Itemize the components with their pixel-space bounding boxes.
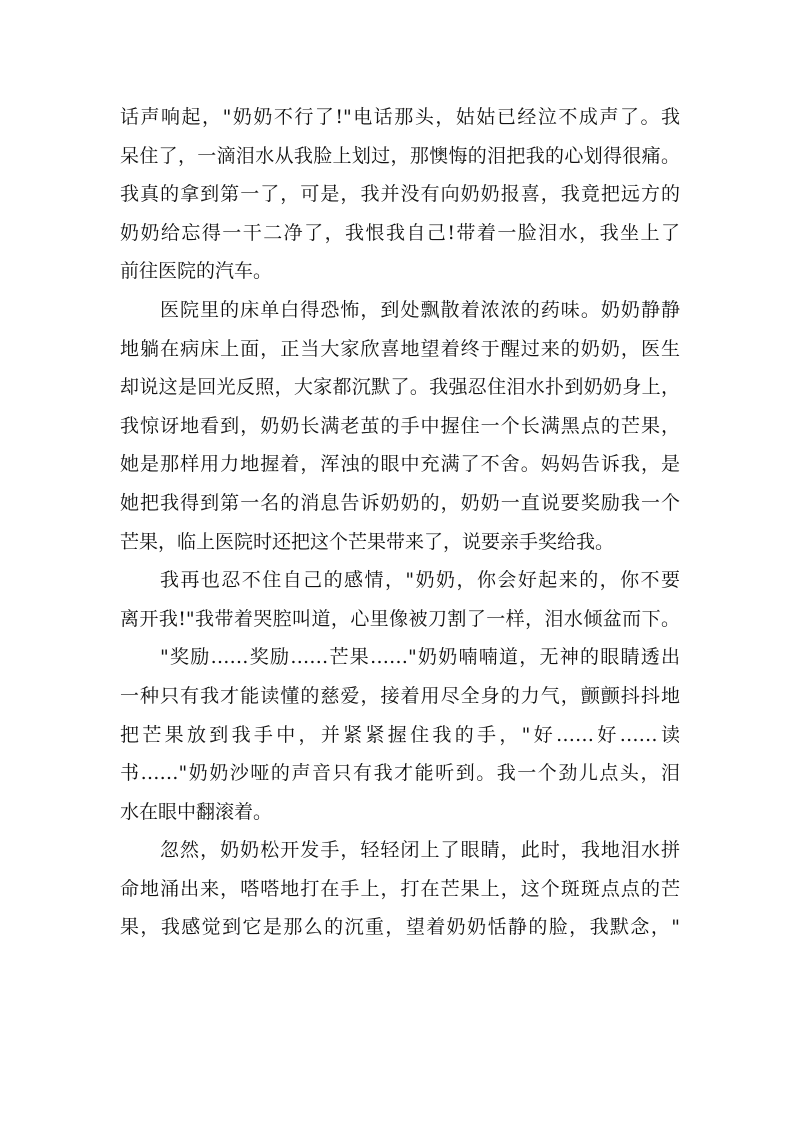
text-line: 话声响起，"奶奶不行了!"电话那头，姑姑已经泣不成声了。我: [120, 106, 680, 128]
text-line: 呆住了，一滴泪水从我脸上划过，那懊悔的泪把我的心划得很痛。: [120, 144, 680, 167]
paragraph-farewell: [120, 831, 680, 947]
text-line: 果，我感觉到它是那么的沉重，望着奶奶恬静的脸，我默念，": [120, 916, 680, 939]
text-line: 把芒果放到我手中，并紧紧握住我的手，"好……好……读: [120, 723, 680, 746]
text-line: "奖励……奖励……芒果……"奶奶喃喃道，无神的眼睛透出: [160, 646, 680, 669]
text-line: 地躺在病床上面，正当大家欣喜地望着终于醒过来的奶奶，医生: [120, 337, 680, 360]
paragraph-crying: [120, 561, 680, 638]
paragraph-mango-reward: [120, 638, 680, 831]
text-line: 芒果，临上医院时还把这个芒果带来了，说要亲手奖给我。: [120, 530, 615, 553]
text-line: 却说这是回光反照，大家都沉默了。我强忍住泪水扑到奶奶身上，: [120, 376, 680, 399]
body-text: [120, 98, 680, 947]
paragraph-hospital: [120, 291, 680, 561]
text-line: 前往医院的汽车。: [120, 260, 273, 283]
text-line: 忽然，奶奶松开发手，轻轻闭上了眼睛，此时，我地泪水拼: [160, 839, 680, 862]
text-line: 命地涌出来，嗒嗒地打在手上，打在芒果上，这个斑斑点点的芒: [120, 877, 680, 900]
text-line: 医院里的床单白得恐怖，到处飘散着浓浓的药味。奶奶静静: [160, 298, 680, 321]
text-line: 奶奶给忘得一干二净了，我恨我自己!带着一脸泪水，我坐上了: [120, 221, 680, 244]
paragraph-phone-call: [120, 98, 680, 291]
text-line: 她是那样用力地握着，浑浊的眼中充满了不舍。妈妈告诉我，是: [120, 453, 680, 476]
text-line: 我再也忍不住自己的感情，"奶奶，你会好起来的，你不要: [160, 569, 680, 592]
text-line: 我真的拿到第一了，可是，我并没有向奶奶报喜，我竟把远方的: [120, 183, 680, 206]
text-line: 离开我!"我带着哭腔叫道，心里像被刀割了一样，泪水倾盆而下。: [120, 607, 680, 630]
text-line: 我惊讶地看到，奶奶长满老茧的手中握住一个长满黑点的芒果，: [120, 414, 680, 437]
text-line: 书……"奶奶沙哑的声音只有我才能听到。我一个劲儿点头，泪: [120, 762, 680, 785]
text-line: 水在眼中翻滚着。: [120, 800, 273, 823]
text-line: 一种只有我才能读懂的慈爱，接着用尽全身的力气，颤颤抖抖地: [120, 684, 680, 707]
text-line: 她把我得到第一名的消息告诉奶奶的，奶奶一直说要奖励我一个: [120, 491, 680, 514]
